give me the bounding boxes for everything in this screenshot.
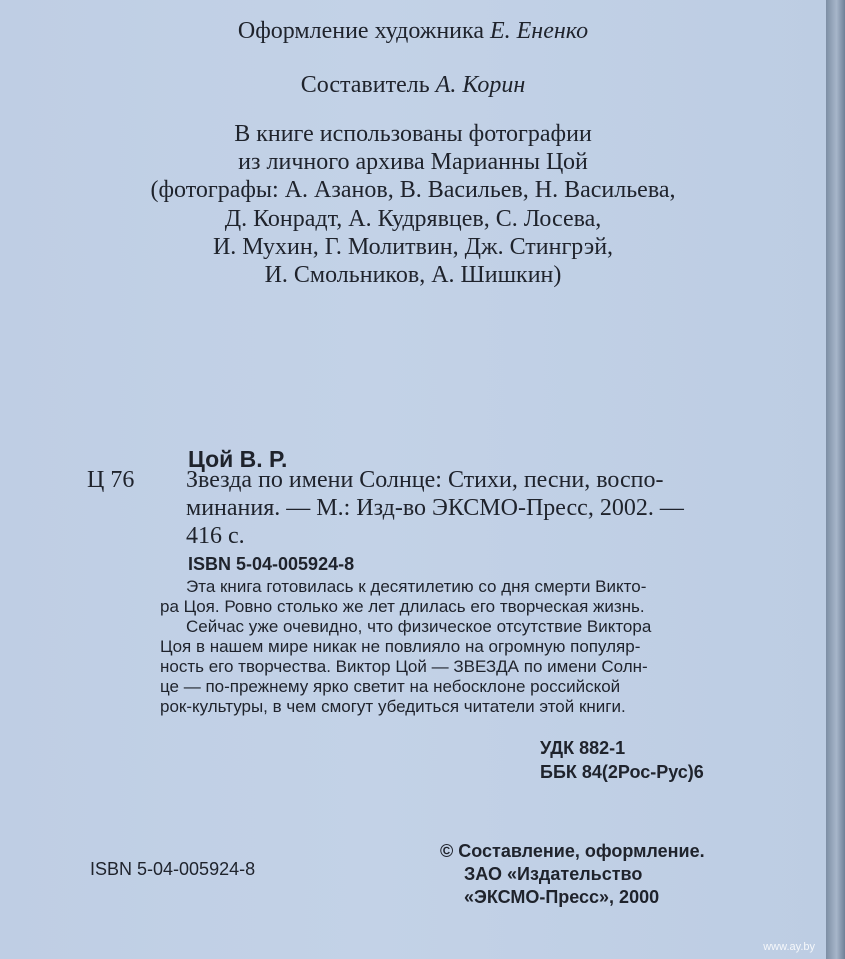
photo-credit-line: В книге использованы фотографии	[234, 121, 592, 147]
annotation-line: ра Цоя. Ровно столько же лет длилась его творческая жизнь.	[160, 597, 645, 616]
annotation-line: Эта книга готовилась к десятилетию со дня смерти Викто-	[186, 577, 647, 596]
copyright-line: «ЭКСМО-Пресс», 2000	[464, 887, 660, 907]
annotation-line: Цоя в нашем мире никак не повлияло на огромную популяр-	[160, 637, 641, 656]
catalog-title-line: 416 с.	[186, 523, 245, 549]
catalog-code: Ц 76	[87, 467, 135, 493]
design-credit-name: Е. Ененко	[489, 18, 589, 44]
compiler-credit	[0, 71, 826, 99]
photo-credit-line: (фотографы: А. Азанов, В. Васильев, Н. Васильева,	[150, 177, 676, 203]
udk-code: УДК 882-1	[540, 738, 626, 758]
photo-credit-line: Д. Конрадт, А. Кудрявцев, С. Лосева,	[224, 206, 602, 232]
photo-credit-line: И. Смольников, А. Шишкин)	[264, 262, 562, 288]
catalog-title-line: Звезда по имени Солнце: Стихи, песни, воспо-	[186, 467, 664, 493]
annotation-line: це — по-прежнему ярко светит на небосклоне российской	[160, 677, 621, 696]
annotation-line: рок-культуры, в чем смогут убедиться читатели этой книги.	[160, 697, 626, 716]
catalog-author: Цой В. Р.	[188, 446, 288, 472]
copyright-line: © Составление, оформление.	[440, 841, 705, 861]
annotation	[160, 577, 720, 717]
photo-credit-line: из личного архива Марианны Цой	[238, 149, 588, 175]
watermark: www.ay.by	[763, 941, 815, 953]
catalog-isbn: ISBN 5-04-005924-8	[188, 554, 355, 574]
page-edge	[826, 0, 845, 959]
catalog-title-line: минания. — М.: Изд-во ЭКСМО-Пресс, 2002. —	[186, 495, 684, 521]
photo-credit-line: И. Мухин, Г. Молитвин, Дж. Стингрэй,	[212, 234, 614, 260]
annotation-line: Сейчас уже очевидно, что физическое отсутствие Виктора	[186, 617, 652, 636]
design-credit-prefix: Оформление художника	[237, 18, 490, 44]
compiler-credit-prefix: Составитель	[300, 72, 436, 98]
compiler-credit-name: А. Корин	[435, 72, 526, 98]
bbk-code: ББК 84(2Рос-Рус)6	[540, 762, 704, 782]
annotation-line: ность его творчества. Виктор Цой — ЗВЕЗДА по имени Солн-	[160, 657, 648, 676]
copyright-line: ЗАО «Издательство	[464, 864, 643, 884]
design-credit	[0, 17, 826, 45]
footer-isbn: ISBN 5-04-005924-8	[90, 859, 256, 879]
